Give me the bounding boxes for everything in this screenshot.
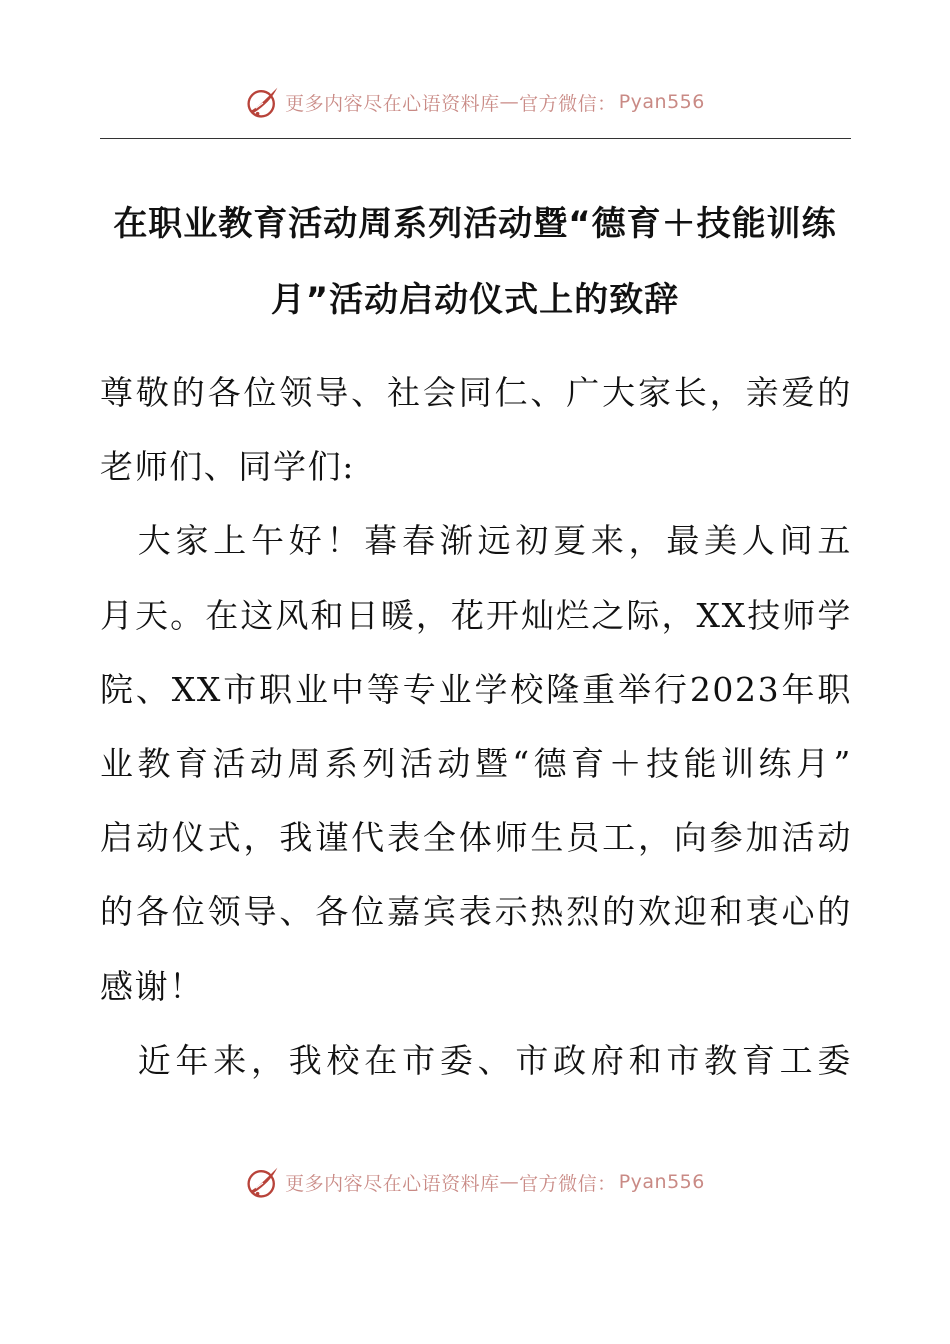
document-title: [100, 186, 850, 338]
body-line: 近年来，我校在市委、市政府和市教育工委: [100, 1040, 852, 1080]
header-divider: [100, 138, 851, 139]
body-line: 大家上午好！暮春渐远初夏来，最美人间五: [100, 521, 852, 561]
body-line: 老师们、同学们:: [100, 447, 355, 487]
watermark-wechat-id: Pyan556: [618, 91, 705, 113]
watermark-dash: —: [499, 1171, 520, 1193]
quill-logo-icon: [245, 84, 281, 120]
watermark-wechat-id: Pyan556: [618, 1171, 705, 1193]
footer-watermark: [0, 1160, 950, 1204]
body-line: 感谢！: [100, 966, 204, 1006]
watermark-text: 更多内容尽在心语资料库: [285, 92, 500, 115]
document-body: [100, 356, 852, 1098]
title-line-1: 在职业教育活动周系列活动暨“德育＋技能训练: [113, 204, 837, 244]
header-watermark: [0, 80, 950, 124]
body-line: 尊敬的各位领导、社会同仁、广大家长，亲爱的: [100, 373, 852, 412]
body-line: 月天。在这风和日暖，花开灿烂之际，XX技师学: [100, 595, 852, 635]
body-line: 的各位领导、各位嘉宾表示热烈的欢迎和衷心的: [100, 892, 852, 932]
body-line: 院、XX市职业中等专业学校隆重举行2023年职: [100, 669, 852, 709]
body-line: 启动仪式，我谨代表全体师生员工，向参加活动: [100, 818, 852, 858]
watermark-wechat-label: 官方微信：: [519, 92, 617, 115]
watermark-text: 更多内容尽在心语资料库: [285, 1172, 500, 1195]
watermark-wechat-label: 官方微信：: [519, 1172, 617, 1195]
quill-logo-icon: [245, 1164, 281, 1200]
watermark-dash: —: [499, 91, 520, 113]
title-line-2: 月”活动启动仪式上的致辞: [270, 280, 680, 320]
body-line: 业教育活动周系列活动暨“德育＋技能训练月”: [100, 743, 852, 783]
